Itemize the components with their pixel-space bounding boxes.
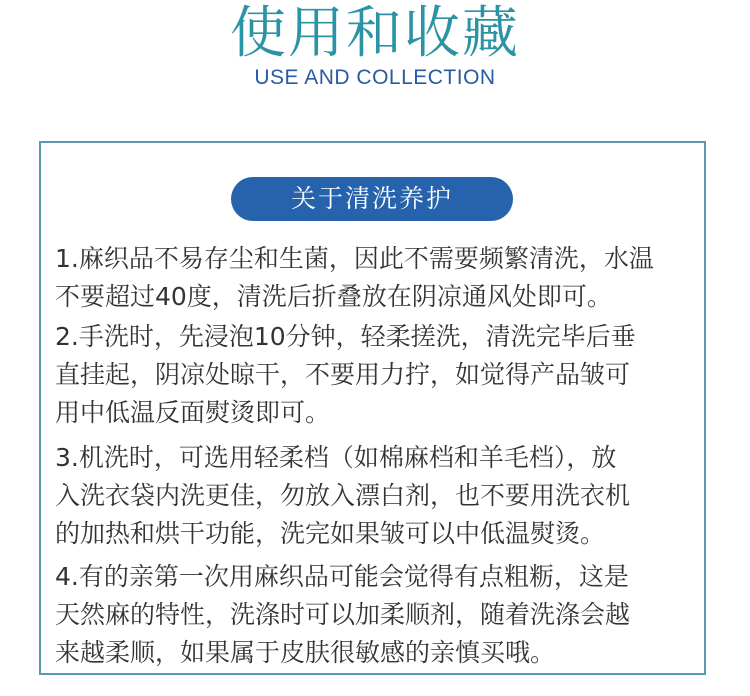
text-line: 入洗衣袋内洗更佳，勿放入漂白剂，也不要用洗衣机 [55,481,631,510]
text-line: 1.麻织品不易存尘和生菌，因此不需要频繁清洗，水温 [55,244,654,273]
care-instruction-3 [55,439,705,553]
text-line: 4.有的亲第一次用麻织品可能会觉得有点粗粝，这是 [55,562,629,591]
text-line: 天然麻的特性，洗涤时可以加柔顺剂，随着洗涤会越 [55,600,631,629]
page-subtitle: USE AND COLLECTION [254,66,496,89]
text-line: 用中低温反面熨烫即可。 [55,398,331,427]
text-line: 不要超过40度，清洗后折叠放在阴凉通风处即可。 [55,282,612,311]
care-instruction-2 [55,318,705,432]
care-instruction-1 [55,240,705,316]
section-heading-badge: 关于清洗养护 [231,177,513,221]
text-line: 3.机洗时，可选用轻柔档（如棉麻档和羊毛档），放 [55,443,617,472]
text-line: 来越柔顺，如果属于皮肤很敏感的亲慎买哦。 [55,638,556,667]
text-line: 2.手洗时，先浸泡10分钟，轻柔搓洗，清洗完毕后垂 [55,322,636,351]
page-title: 使用和收藏 [230,1,520,66]
care-instruction-4 [55,558,705,672]
text-line: 直挂起，阴凉处晾干，不要用力拧，如觉得产品皱可 [55,360,631,389]
text-line: 的加热和烘干功能，洗完如果皱可以中低温熨烫。 [55,519,606,548]
